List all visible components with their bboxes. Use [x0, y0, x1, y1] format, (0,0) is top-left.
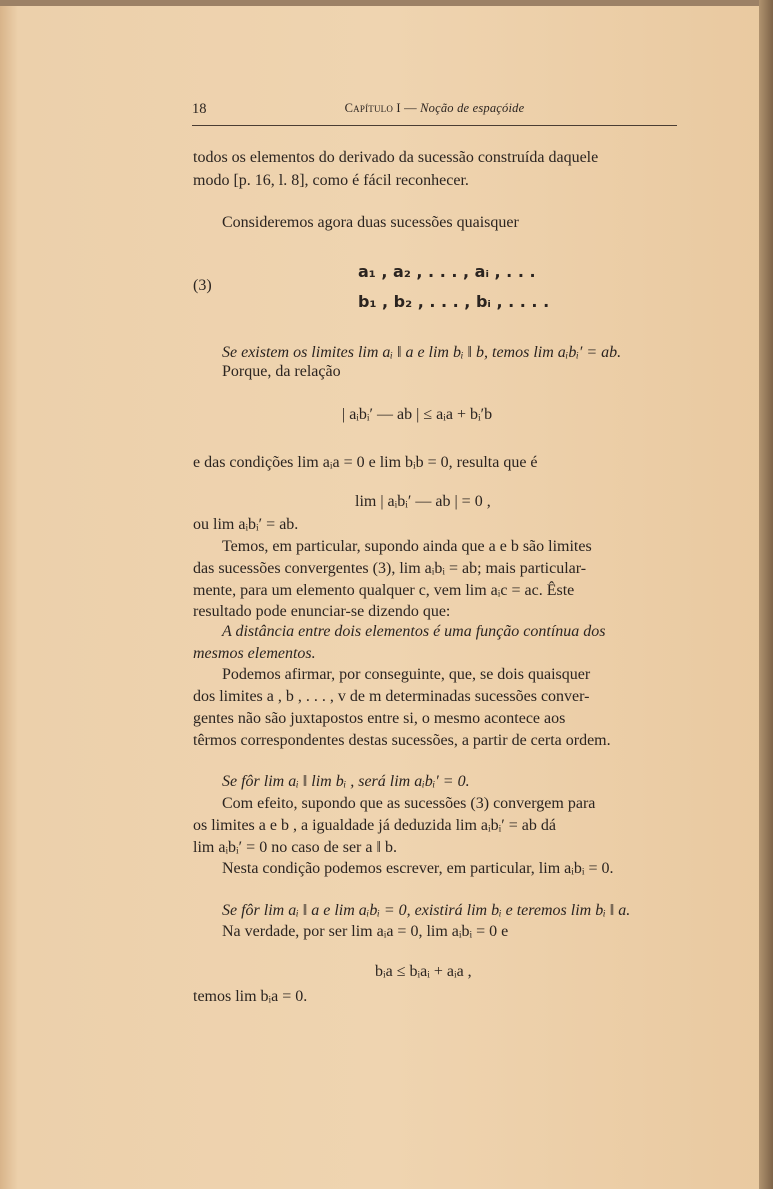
theorem-line: mesmos elementos.	[193, 645, 316, 662]
text-line: ou lim aᵢbᵢ′ = ab.	[193, 516, 299, 533]
text-line: Nesta condição podemos escrever, em particular, lim aᵢbᵢ = 0.	[222, 860, 614, 877]
page-top-edge	[0, 0, 773, 6]
equation-number: (3)	[193, 277, 212, 294]
chapter-word: Capítulo	[344, 101, 394, 115]
text-line: mente, para um elemento qualquer c, vem lim aᵢc = ac. Êste	[193, 582, 575, 599]
page-number: 18	[192, 101, 207, 117]
text-line: Porque, da relação	[222, 363, 341, 380]
text-line: temos lim bᵢa = 0.	[193, 988, 308, 1005]
text-line: Consideremos agora duas sucessões quaisquer	[222, 214, 519, 231]
text-line: gentes não são juxtapostos entre si, o mesmo acontece aos	[193, 710, 566, 727]
text-line: os limites a e b , a igualdade já deduzida lim aᵢbᵢ′ = ab dá	[193, 817, 556, 834]
running-title	[192, 101, 677, 116]
text-line: Podemos afirmar, por conseguinte, que, se dois quaisquer	[222, 666, 591, 683]
text-line: Na verdade, por ser lim aᵢa = 0, lim aᵢbᵢ = 0 e	[222, 923, 509, 940]
header-rule	[192, 125, 677, 126]
inequality-2: bᵢa ≤ bᵢaᵢ + aᵢa ,	[375, 963, 472, 980]
text-line: lim aᵢbᵢ′ = 0 no caso de ser a ‖ b.	[193, 839, 397, 856]
proposition-1: Se existem os limites lim aᵢ ‖ a e lim bᵢ ‖ b, temos lim aᵢbᵢ′ = ab.	[222, 344, 622, 361]
chapter-title: Noção de espaçóide	[420, 101, 525, 115]
text-line: dos limites a , b , . . . , v de m determinadas sucessões conver-	[193, 688, 590, 705]
page-right-edge	[759, 0, 773, 1189]
text-line: resultado pode enunciar-se dizendo que:	[193, 603, 451, 620]
text-line: Temos, em particular, supondo ainda que a e b são limites	[222, 538, 592, 555]
sequence-a: a₁ , a₂ , . . . , aᵢ , . . .	[358, 262, 536, 281]
running-header	[192, 101, 677, 123]
proposition-3: Se fôr lim aᵢ ‖ a e lim aᵢbᵢ = 0, existirá lim bᵢ e teremos lim bᵢ ‖ a.	[222, 902, 631, 919]
limit-equation: lim | aᵢbᵢ′ — ab | = 0 ,	[355, 493, 491, 510]
proposition-2: Se fôr lim aᵢ ‖ lim bᵢ , será lim aᵢbᵢ′ = 0.	[222, 773, 470, 790]
theorem-line: A distância entre dois elementos é uma função contínua dos	[222, 623, 606, 640]
text-line: das sucessões convergentes (3), lim aᵢbᵢ = ab; mais particular-	[193, 560, 587, 577]
text-line: todos os elementos do derivado da sucessão construída daquele	[193, 149, 599, 166]
text-line: Com efeito, supondo que as sucessões (3) convergem para	[222, 795, 596, 812]
sequence-b: b₁ , b₂ , . . . , bᵢ , . . . .	[358, 292, 550, 311]
text-line: modo [p. 16, l. 8], como é fácil reconhecer.	[193, 172, 469, 189]
inequality-1: | aᵢbᵢ′ — ab | ≤ aᵢa + bᵢ′b	[342, 406, 493, 423]
text-line: têrmos correspondentes destas sucessões, a partir de certa ordem.	[193, 732, 611, 749]
chapter-number: I —	[393, 101, 421, 115]
text-line: e das condições lim aᵢa = 0 e lim bᵢb = 0, resulta que é	[193, 454, 538, 471]
